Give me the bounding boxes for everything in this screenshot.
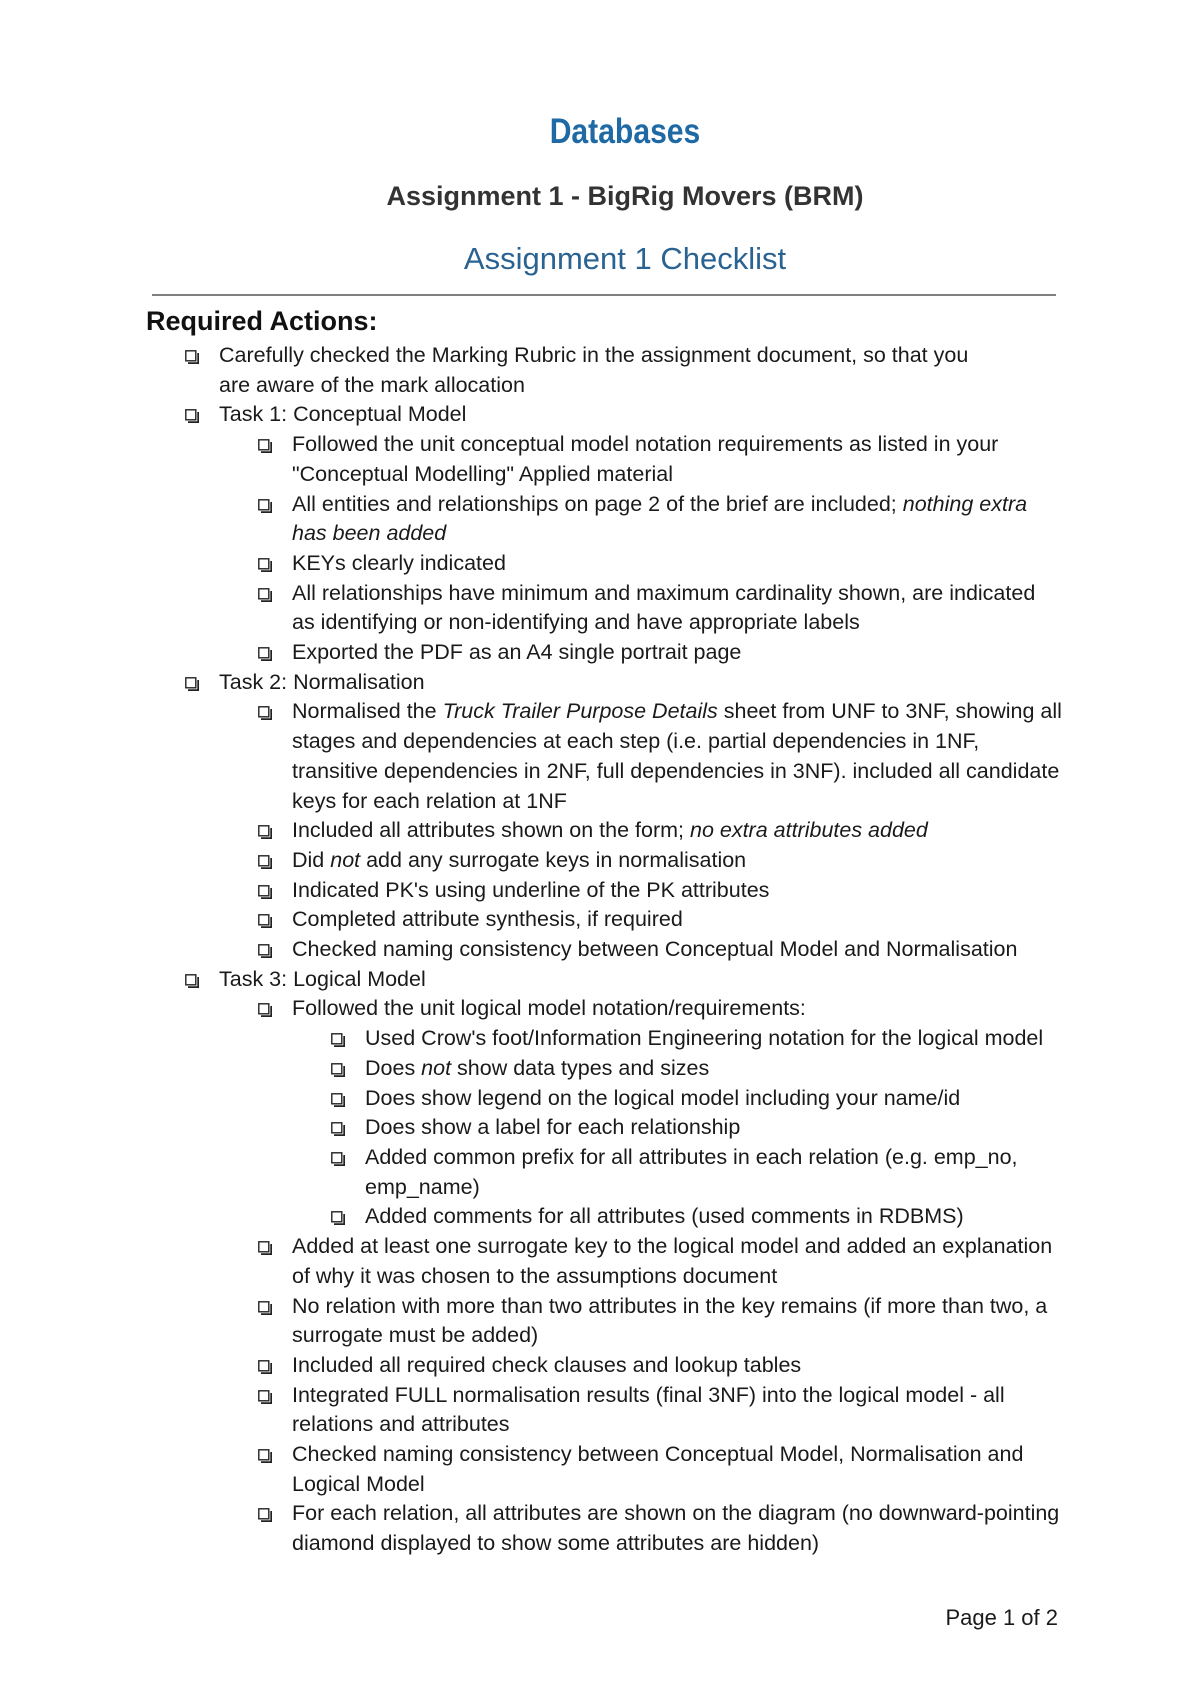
item-text-run: No relation with more than two attributes in the key remains (if more than two, a surrogate must be added)	[292, 1293, 1048, 1348]
checklist-item	[0, 1232, 1200, 1291]
item-text-run: show data types and sizes	[451, 1055, 710, 1080]
checklist-item-text	[292, 846, 1062, 876]
checklist-item	[0, 341, 1200, 400]
document-subtitle: Assignment 1 - BigRig Movers (BRM)	[386, 181, 864, 211]
item-text-run: Checked naming consistency between Conceptual Model and Normalisation	[292, 937, 1018, 962]
checkbox-icon	[331, 1093, 345, 1107]
checklist-item	[0, 1143, 1200, 1202]
checklist-item	[0, 1024, 1200, 1054]
checklist-item	[0, 400, 1200, 430]
checklist-item-text	[292, 1232, 1062, 1291]
checklist	[0, 341, 1200, 1559]
checklist-item-text	[292, 1292, 1062, 1351]
checklist-item	[0, 430, 1200, 489]
item-text-run: All relationships have minimum and maximum cardinality shown, are indicated as identifying or non-identifying and have appropriate labels	[292, 580, 1036, 635]
checkbox-icon	[258, 1390, 272, 1404]
checkbox-icon	[258, 825, 272, 839]
checklist-item	[0, 1202, 1200, 1232]
checklist-item	[0, 1084, 1200, 1114]
checklist-item-text	[365, 1054, 1065, 1084]
item-text-run: add any surrogate keys in normalisation	[360, 847, 747, 872]
section-heading: Required Actions:	[146, 306, 378, 336]
emphasis-text: not	[421, 1055, 452, 1080]
emphasis-text: nothing extra has been added	[292, 491, 1028, 546]
checklist-item	[0, 1440, 1200, 1499]
item-text-run: Integrated FULL normalisation results (final 3NF) into the logical model - all relations and attributes	[292, 1382, 1005, 1437]
checklist-item	[0, 965, 1200, 995]
checklist-item-text	[292, 430, 1062, 489]
checkbox-icon	[185, 974, 199, 988]
item-text-run: Carefully checked the Marking Rubric in the assignment document, so that you are aware of the mark allocation	[219, 343, 969, 397]
checklist-item-text	[292, 876, 1062, 906]
checkbox-icon	[331, 1063, 345, 1077]
checklist-item-text	[292, 994, 1062, 1024]
item-text-run: For each relation, all attributes are shown on the diagram (no downward-pointing diamond displayed to show some attributes are hidden)	[292, 1501, 1060, 1556]
item-text-run: Used Crow's foot/Information Engineering notation for the logical model	[365, 1026, 1044, 1051]
checklist-item-text	[365, 1024, 1065, 1054]
checklist-item-text	[292, 490, 1062, 549]
checkbox-icon	[185, 350, 199, 364]
checkbox-icon	[185, 409, 199, 423]
document-title: Databases	[549, 112, 701, 151]
checkbox-icon	[258, 706, 272, 720]
item-text-run: Normalised the	[292, 699, 443, 724]
item-text-run: KEYs clearly indicated	[292, 550, 506, 575]
item-text-run: Followed the unit logical model notation/requirements:	[292, 996, 806, 1021]
item-text-run: Did	[292, 847, 331, 872]
checklist-item-text	[292, 638, 1062, 668]
checklist-item	[0, 994, 1200, 1024]
emphasis-text: Truck Trailer Purpose Details	[442, 699, 718, 724]
checklist-item-text	[292, 935, 1062, 965]
checklist-item	[0, 668, 1200, 698]
checklist-item-text	[219, 965, 989, 995]
checkbox-icon	[258, 499, 272, 513]
checkbox-icon	[258, 588, 272, 602]
checklist-item-text	[292, 549, 1062, 579]
checklist-item-text	[365, 1202, 1065, 1232]
checklist-item-text	[292, 816, 1062, 846]
checkbox-icon	[258, 1508, 272, 1522]
item-text-run: Does	[365, 1055, 422, 1080]
checklist-item-text	[292, 579, 1062, 638]
checklist-item	[0, 1054, 1200, 1084]
checkbox-icon	[258, 1003, 272, 1017]
checklist-item	[0, 638, 1200, 668]
checklist-item-text	[292, 1351, 1062, 1381]
emphasis-text: not	[330, 847, 361, 872]
checklist-item-text	[219, 400, 989, 430]
checklist-item	[0, 579, 1200, 638]
checkbox-icon	[258, 1360, 272, 1374]
checkbox-icon	[258, 914, 272, 928]
page-number: Page 1 of 2	[945, 1605, 1058, 1630]
checkbox-icon	[258, 885, 272, 899]
heading-divider	[152, 294, 1056, 296]
checklist-item-text	[292, 1499, 1062, 1558]
checkbox-icon	[331, 1211, 345, 1225]
item-text-run: Exported the PDF as an A4 single portrait page	[292, 640, 742, 665]
checklist-item	[0, 876, 1200, 906]
item-text-run: Included all attributes shown on the form;	[292, 818, 690, 843]
checklist-item	[0, 935, 1200, 965]
emphasis-text: no extra attributes added	[689, 818, 928, 843]
checkbox-icon	[258, 1241, 272, 1255]
checklist-item-text	[365, 1113, 1065, 1143]
checkbox-icon	[258, 1449, 272, 1463]
checklist-item	[0, 1113, 1200, 1143]
checklist-item-text	[365, 1084, 1065, 1114]
checklist-item-text	[365, 1143, 1065, 1202]
item-text-run: Does show a label for each relationship	[365, 1115, 741, 1140]
checklist-item	[0, 697, 1200, 816]
checklist-item-text	[219, 341, 989, 400]
checklist-item-text	[219, 668, 989, 698]
item-text-run: All entities and relationships on page 2 of the brief are included;	[292, 491, 903, 516]
item-text-run: Checked naming consistency between Conceptual Model, Normalisation and Logical Model	[292, 1442, 1024, 1496]
item-text-run: Completed attribute synthesis, if required	[292, 907, 683, 932]
checkbox-icon	[331, 1152, 345, 1166]
checkbox-icon	[258, 647, 272, 661]
item-text-run: Task 1: Conceptual Model	[219, 402, 467, 427]
checklist-item	[0, 1381, 1200, 1440]
checklist-item	[0, 905, 1200, 935]
checkbox-icon	[331, 1033, 345, 1047]
checkbox-icon	[185, 677, 199, 691]
checklist-item	[0, 846, 1200, 876]
item-text-run: Added at least one surrogate key to the logical model and added an explanation of why it was chosen to the assumptions document	[292, 1234, 1053, 1288]
item-text-run: Included all required check clauses and lookup tables	[292, 1352, 802, 1377]
checklist-item-text	[292, 1381, 1062, 1440]
checkbox-icon	[258, 855, 272, 869]
checklist-item	[0, 490, 1200, 549]
checklist-item	[0, 549, 1200, 579]
checklist-item	[0, 1292, 1200, 1351]
checkbox-icon	[258, 439, 272, 453]
checkbox-icon	[258, 1301, 272, 1315]
item-text-run: Task 3: Logical Model	[219, 966, 426, 991]
item-text-run: Followed the unit conceptual model notation requirements as listed in your "Conceptual Modelling" Applied material	[292, 432, 999, 486]
item-text-run: Added comments for all attributes (used comments in RDBMS)	[365, 1204, 964, 1229]
checkbox-icon	[258, 558, 272, 572]
checklist-item	[0, 816, 1200, 846]
item-text-run: Added common prefix for all attributes in each relation (e.g. emp_no, emp_name)	[365, 1144, 1018, 1199]
checklist-item-text	[292, 1440, 1062, 1499]
checkbox-icon	[331, 1122, 345, 1136]
checklist-item	[0, 1499, 1200, 1558]
item-text-run: Indicated PK's using underline of the PK attributes	[292, 877, 770, 902]
checklist-item-text	[292, 905, 1062, 935]
checklist-item-text	[292, 697, 1062, 816]
item-text-run: Does show legend on the logical model including your name/id	[365, 1085, 961, 1110]
checklist-heading: Assignment 1 Checklist	[463, 241, 787, 276]
checkbox-icon	[258, 944, 272, 958]
checklist-item	[0, 1351, 1200, 1381]
item-text-run: sheet from UNF to 3NF, showing all stages and dependencies at each step (i.e. partial dependencies in 1NF, transitive dependencies in 2NF, full dependencies in 3NF). included all candidate keys for each relation at 1NF	[292, 699, 1062, 813]
item-text-run: Task 2: Normalisation	[219, 669, 425, 694]
